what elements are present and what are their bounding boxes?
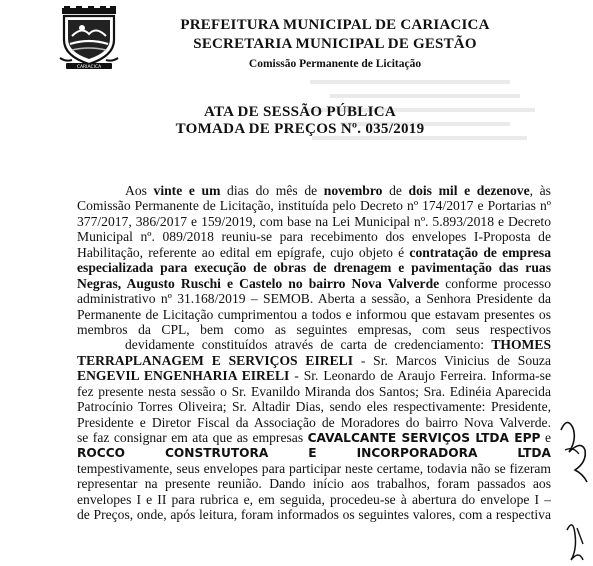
- title-tomada-precos: TOMADA DE PREÇOS Nº. 035/2019: [175, 121, 425, 137]
- body-line-3: 377/2017, 386/2017 e 159/2019, com base na Lei Municipal nº. 5.893/2018 e Decreto: [77, 213, 551, 229]
- body-line-19: tempestivamente, seus envelopes para participar neste certame, todavia não se fizeram: [77, 460, 551, 476]
- body-line-11: devidamente constituídos através de carta de credenciamento: THOMES: [125, 337, 551, 353]
- municipal-coat-of-arms-icon: [58, 6, 120, 70]
- body-line-16: Presidente e Diretor Fiscal da Associação de Moradores do bairro Nova Valverde.: [77, 414, 551, 430]
- body-line-9: Permanente de Licitação cumprimentou a todos e informou que estavam presentes os: [77, 306, 551, 322]
- body-line-10: membros da CPL, bem como as seguintes empresas, com seus respectivos: [77, 321, 551, 337]
- svg-text:CARIACICA: CARIACICA: [76, 65, 102, 70]
- body-line-7: Negras, Augusto Ruschi e Castelo no bairro Nova Valverde conforme processo: [77, 275, 551, 291]
- body-line-4: Municipal nº. 089/2018 reuniu-se para recebimento dos envelopes I-Proposta de: [77, 229, 551, 245]
- ata-body: [77, 183, 551, 523]
- margin-signatures: [553, 410, 593, 566]
- body-line-5: Habilitação, referente ao edital em epígrafe, cujo objeto é contratação de empresa: [77, 244, 551, 260]
- body-line-17: se faz consignar em ata que as empresas CAVALCANTE SERVIÇOS LTDA EPP e: [77, 430, 551, 445]
- body-line-6: especializada para execução de obras de drenagem e pavimentação das ruas: [77, 260, 551, 276]
- body-line-13: ENGEVIL ENGENHARIA EIRELI - Sr. Leonardo de Araujo Ferreira. Informa-se: [77, 368, 551, 384]
- body-line-1: Aos vinte e um dias do mês de novembro de dois mil e dezenove, às: [125, 183, 551, 198]
- document-title: [60, 104, 540, 138]
- header-comissao: Comissão Permanente de Licitação: [248, 58, 422, 70]
- body-line-15: Patrocínio Torres Oliveira; Sr. Altadir Dias, sendo eles respectivamente: Presidente,: [77, 399, 551, 415]
- body-line-14: fez presente nesta sessão o Sr. Evanildo Miranda dos Santos; Sra. Edinéia Aparecida: [77, 383, 551, 399]
- title-ata: ATA DE SESSÃO PÚBLICA: [203, 104, 397, 120]
- body-line-2: Comissão Permanente de Licitação, instituída pelo Decreto nº 174/2017 e Portarias nº: [77, 198, 551, 214]
- body-line-8: administrativo nº 31.168/2019 – SEMOB. Aberta a sessão, a Senhora Presidente da: [77, 291, 551, 307]
- body-line-18: ROCCO CONSTRUTORA E INCORPORADORA LTDA: [77, 446, 551, 461]
- body-line-22: de Preços, onde, após leitura, foram informados os seguintes valores, com a respectiva: [77, 507, 551, 523]
- header-prefeitura: PREFEITURA MUNICIPAL DE CARIACICA: [180, 17, 490, 33]
- letterhead: [58, 6, 538, 76]
- body-line-21: envelopes I e II para rubrica e, em seguida, procedeu-se à abertura do envelope I –: [77, 491, 551, 507]
- header-secretaria: SECRETARIA MUNICIPAL DE GESTÃO: [193, 36, 477, 52]
- body-line-12: TERRAPLANAGEM E SERVIÇOS EIRELI - Sr. Marcos Vinicius de Souza: [77, 352, 551, 368]
- body-line-20: representar na presente reunião. Dando início aos trabalhos, foram passados aos: [77, 476, 551, 492]
